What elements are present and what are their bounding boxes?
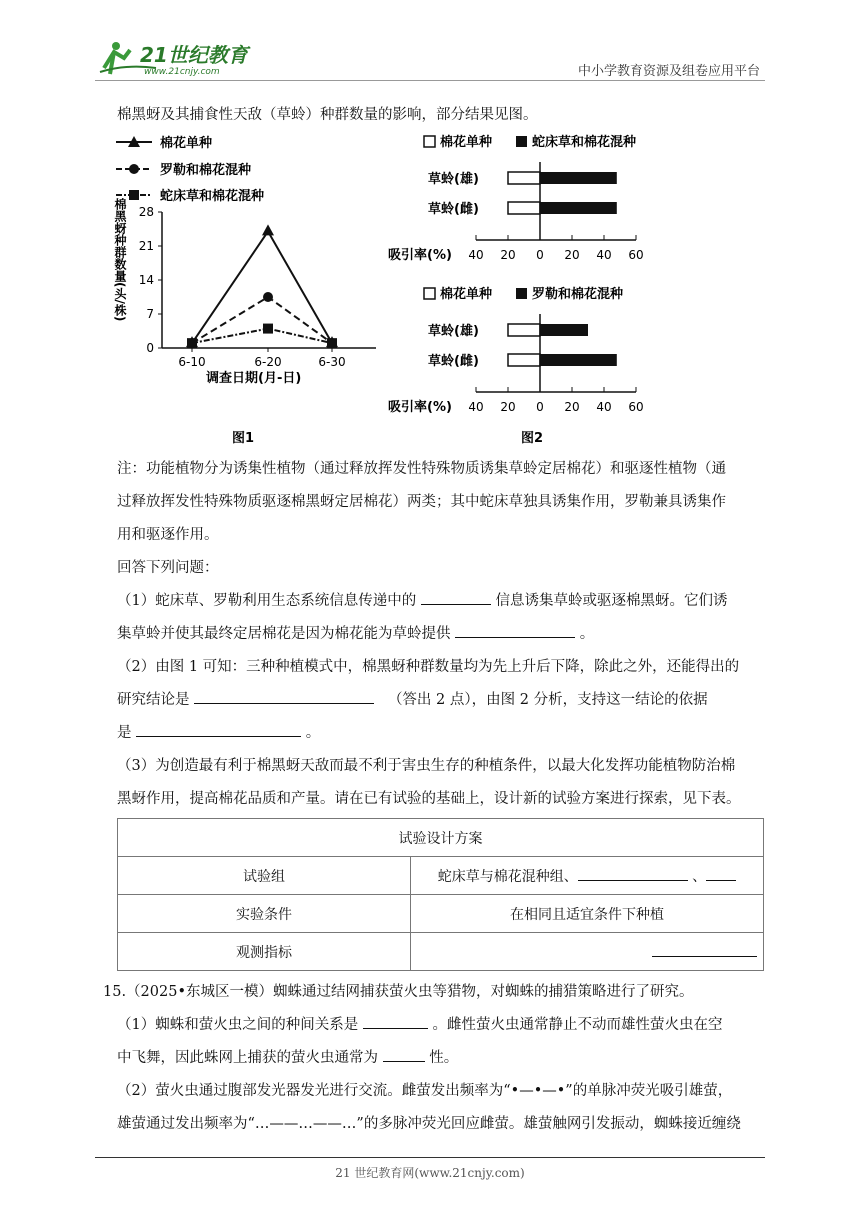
- note-block: [117, 453, 767, 585]
- question-3: （3）为创造最有利于棉黑蚜天敌而最不利于害虫生存的种植条件，以最大化发挥功能植物防治棉 黑蚜作用，提高棉花品质和产量。请在已有试验的基础上，设计新的试验方案进行探索，见下表。: [117, 758, 741, 807]
- fig1-ytick-label: 21: [138, 239, 154, 253]
- note-line-1: 注：功能植物分为诱集性植物（通过释放挥发性特殊物质诱集草蛉定居棉花）和驱逐性植物（通: [117, 461, 726, 477]
- table-blank-3[interactable]: [652, 942, 757, 957]
- design-table: [117, 818, 764, 971]
- fig1-ytick-label: 0: [146, 341, 154, 355]
- fig2-row-label: 草蛉(雄): [428, 324, 479, 339]
- fig2-row-label: 草蛉(雄): [428, 172, 479, 187]
- fig2-axis-label: 吸引率(%): [388, 248, 452, 263]
- fig1-xlabel: 调查日期(月-日): [206, 371, 302, 386]
- legend-label-2: 罗勒和棉花混种: [160, 163, 252, 178]
- table-blank-2[interactable]: [706, 866, 736, 881]
- note-line-3: 用和驱逐作用。: [117, 527, 219, 543]
- svg-text:www.21cnjy.com: www.21cnjy.com: [144, 67, 220, 77]
- figure2-bar-charts: [380, 128, 680, 448]
- table-blank-1[interactable]: [578, 866, 688, 881]
- legend-label-3: 蛇床草和棉花混种: [160, 189, 265, 204]
- fig2-bar-filled: [540, 172, 617, 184]
- note-line-2: 过释放挥发性特殊物质驱逐棉黑蚜定居棉花）两类；其中蛇床草独具诱集作用，罗勒兼具诱集作: [117, 494, 726, 510]
- fig1-caption: 图1: [232, 431, 255, 446]
- header-platform-text: 中小学教育资源及组卷应用平台: [577, 64, 760, 79]
- fig2-tick-label: 40: [596, 400, 612, 414]
- fig1-point-square: [187, 338, 197, 348]
- fig2-tick-label: 0: [536, 248, 544, 262]
- fig2-tick-label: 40: [468, 248, 484, 262]
- question-2: （2）由图 1 可知：三种种植模式中，棉黑蚜种群数量均为先上升后下降，除此之外，还能得出的 研究结论是 （答出 2 点），由图 2 分析，支持这一结论的依据 是 。: [117, 659, 740, 741]
- fig2-tick-label: 0: [536, 400, 544, 414]
- question-15-head: 15.（2025•东城区一模）蜘蛛通过结网捕获萤火虫等猎物，对蜘蛛的捕猎策略进行了研究。: [103, 984, 694, 1000]
- fig1-ytick-label: 14: [138, 273, 154, 287]
- fig2-row-label: 草蛉(雌): [428, 202, 479, 217]
- fig1-xtick-label: 6-20: [254, 355, 282, 369]
- fig2-tick-label: 20: [500, 400, 516, 414]
- fig2-tick-label: 20: [500, 248, 516, 262]
- fig2-legend-label: 棉花单种: [440, 135, 493, 150]
- q2-blank-2[interactable]: [136, 722, 301, 737]
- q15-blank-1[interactable]: [363, 1014, 428, 1029]
- logo: [96, 38, 256, 78]
- fig1-point-square: [327, 338, 337, 348]
- fig2-legend-filled-box: [516, 288, 527, 299]
- fig2-bar-open: [508, 202, 540, 214]
- q1-blank-1[interactable]: [421, 590, 491, 605]
- fig1-series-line: [192, 231, 332, 343]
- table-row: 观测指标: [118, 933, 764, 971]
- footer-divider: [95, 1157, 765, 1158]
- fig1-ytick-label: 7: [146, 307, 154, 321]
- q2-blank-1[interactable]: [194, 689, 374, 704]
- fig1-point-triangle: [262, 224, 274, 235]
- fig2-legend-label: 罗勒和棉花混种: [532, 287, 624, 302]
- fig2-legend-label: 棉花单种: [440, 287, 493, 302]
- fig1-xtick-label: 6-10: [178, 355, 206, 369]
- fig2-bar-filled: [540, 202, 617, 214]
- fig2-tick-label: 60: [628, 248, 644, 262]
- table-row: 实验条件 在相同且适宜条件下种植: [118, 895, 764, 933]
- q15-blank-2[interactable]: [383, 1047, 425, 1062]
- runner-logo-icon: [96, 38, 256, 78]
- fig1-series-line: [192, 297, 332, 343]
- fig1-xtick-label: 6-30: [318, 355, 346, 369]
- svg-text:21世纪教育: 21世纪教育: [140, 43, 248, 67]
- fig2-row-label: 草蛉(雌): [428, 354, 479, 369]
- fig1-ytick-label: 28: [138, 205, 154, 219]
- table-title: 试验设计方案: [118, 819, 764, 857]
- fig2-legend-open-box: [424, 288, 435, 299]
- fig1-point-square: [263, 324, 273, 334]
- figure1-line-chart: [110, 128, 390, 448]
- legend-label-1: 棉花单种: [160, 136, 213, 151]
- fig2-axis-label: 吸引率(%): [388, 400, 452, 415]
- footer-text: 21 世纪教育网(www.21cnjy.com): [335, 1166, 525, 1180]
- question-15: （1）蜘蛛和萤火虫之间的种间关系是 。雌性萤火虫通常静止不动而雄性萤火虫在空 中飞舞，因此蛛网上捕获的萤火虫通常为 性。 （2）萤火虫通过腹部发光器发光进行交流。雌萤发出频率为“•—•—•”的单脉冲荧光吸引雄萤， 雄萤通过发出频率为“…——…——…”的多脉冲荧光回应雌萤。雄萤触网引发振动，蜘蛛接近缠绕: [117, 1009, 767, 1141]
- fig2-legend-label: 蛇床草和棉花混种: [532, 135, 637, 150]
- question-1: （1）蛇床草、罗勒利用生态系统信息传递中的 信息诱集草蛉或驱逐棉黑蚜。它们诱 集草蛉并使其最终定居棉花是因为棉花能为草蛉提供 。: [117, 585, 767, 651]
- fig2-bar-filled: [540, 324, 588, 336]
- fig1-ylabel: 棉黑蚜种群数量(头/株): [113, 198, 127, 322]
- fig2-legend-open-box: [424, 136, 435, 147]
- fig2-caption: 图2: [521, 431, 544, 446]
- fig2-tick-label: 20: [564, 400, 580, 414]
- fig2-tick-label: 20: [564, 248, 580, 262]
- fig2-tick-label: 60: [628, 400, 644, 414]
- fig1-point-circle: [263, 292, 273, 302]
- fig2-tick-label: 40: [596, 248, 612, 262]
- answer-prompt: 回答下列问题：: [117, 560, 219, 576]
- q1-blank-2[interactable]: [455, 623, 575, 638]
- header-divider: [95, 80, 765, 81]
- fig2-bar-open: [508, 172, 540, 184]
- fig2-legend-filled-box: [516, 136, 527, 147]
- fig2-bar-open: [508, 324, 540, 336]
- fig1-legend: [116, 135, 265, 204]
- table-row: 试验组 蛇床草与棉花混种组、 、: [118, 857, 764, 895]
- fig2-bar-open: [508, 354, 540, 366]
- intro-line: 棉黑蚜及其捕食性天敌（草蛉）种群数量的影响，部分结果见图。: [117, 107, 538, 123]
- fig2-tick-label: 40: [468, 400, 484, 414]
- fig2-bar-filled: [540, 354, 617, 366]
